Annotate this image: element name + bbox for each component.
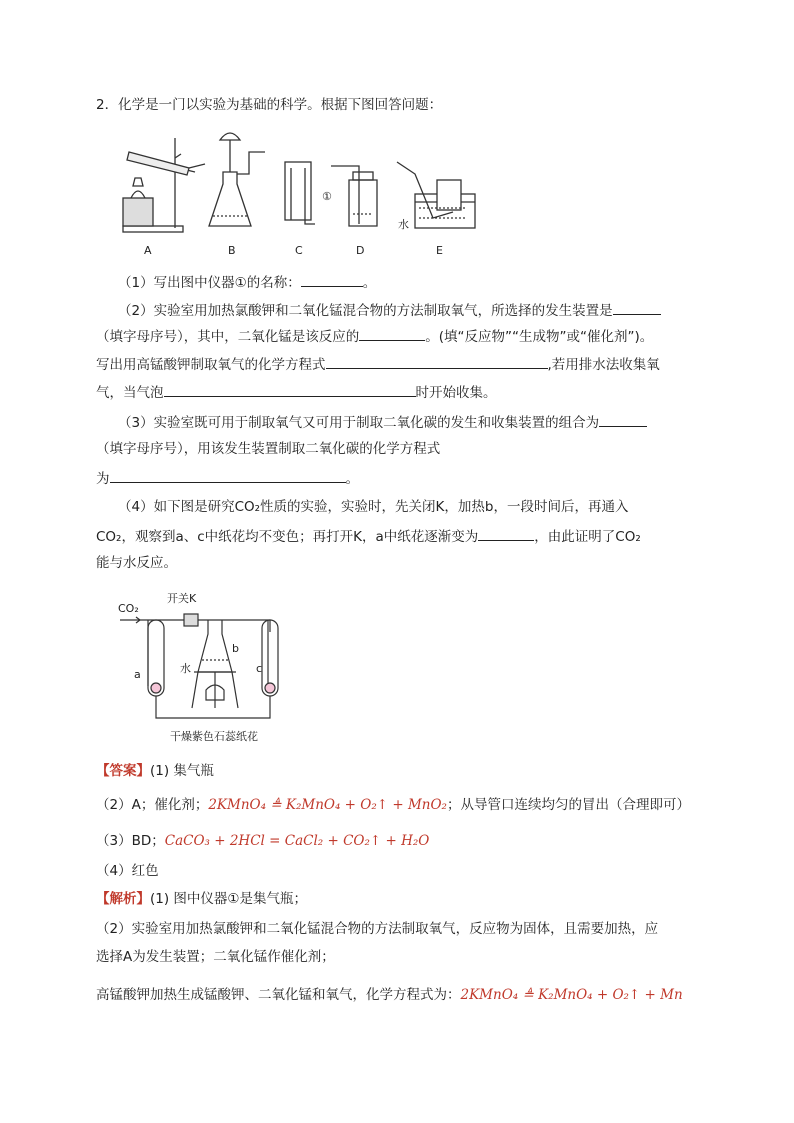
- q3-blank-2[interactable]: [110, 468, 346, 483]
- tube-c-label: c: [256, 662, 263, 675]
- q1-blank[interactable]: [301, 272, 363, 287]
- apparatus-label-e: E: [436, 244, 443, 257]
- fig2-caption: 干燥紫色石蕊纸花: [170, 730, 258, 743]
- q3-blank-1[interactable]: [599, 412, 647, 427]
- co2-label: CO₂: [118, 602, 139, 615]
- q2-line-3: 写出用高锰酸钾制取氧气的化学方程式 ,若用排水法收集氧: [96, 354, 660, 374]
- q4-line-1: （4）如下图是研究CO₂性质的实验，实验时，先关闭K，加热b，一段时间后，再通入: [118, 499, 629, 515]
- q2-blank-2[interactable]: [359, 326, 425, 341]
- apparatus-figure: [115, 128, 485, 238]
- co2-experiment-figure: [118, 590, 298, 740]
- apparatus-label-c: C: [295, 244, 303, 257]
- q3-line-1: （3）实验室既可用于制取氧气又可用于制取二氧化碳的发生和收集装置的组合为: [118, 412, 647, 432]
- tube-a-label: a: [134, 668, 141, 681]
- q2-line-1: （2）实验室用加热氯酸钾和二氧化锰混合物的方法制取氧气，所选择的发生装置是: [118, 300, 661, 320]
- q4-line-3: 能与水反应。: [96, 555, 177, 571]
- analysis-equation: 2KMnO₄ ≜ K₂MnO₄ + O₂↑ + Mn: [460, 987, 683, 1003]
- answer-equation-1: 2KMnO₄ ≜ K₂MnO₄ + O₂↑ + MnO₂: [208, 797, 447, 813]
- q4-line-2: CO₂，观察到a、c中纸花均不变色；再打开K，a中纸花逐渐变为 ，由此证明了CO₂: [96, 526, 641, 546]
- fig2-water-label: 水: [180, 662, 191, 675]
- analysis-line-3: 选择A为发生装置；二氧化锰作催化剂；: [96, 949, 335, 965]
- answer-line-3: （3）BD；CaCO₃ + 2HCl = CaCl₂ + CO₂↑ + H₂O: [96, 833, 430, 849]
- q2-line-4: 气，当气泡 时开始收集。: [96, 382, 497, 402]
- q3-line-2: （填字母序号），用该发生装置制取二氧化碳的化学方程式: [96, 441, 441, 457]
- analysis-line-4: 高锰酸钾加热生成锰酸钾、二氧化锰和氧气，化学方程式为：2KMnO₄ ≜ K₂MnO₄ + O₂↑ + Mn: [96, 987, 683, 1003]
- analysis-line-1: 【解析】(1) 图中仪器①是集气瓶；: [96, 891, 308, 907]
- analysis-tag: 【解析】: [96, 891, 150, 907]
- answer-tag: 【答案】: [96, 763, 150, 779]
- answer-line-4: （4）红色: [96, 863, 159, 879]
- switch-k-label: 开关K: [167, 592, 197, 605]
- answer-line-1: 【答案】(1) 集气瓶: [96, 763, 214, 779]
- q3-line-3: 为 。: [96, 468, 359, 488]
- flask-b-label: b: [232, 642, 239, 655]
- apparatus-label-a: A: [144, 244, 152, 257]
- circle-one-label: ①: [322, 190, 332, 203]
- q1-line: （1）写出图中仪器①的名称： 。: [118, 272, 376, 292]
- apparatus-label-d: D: [356, 244, 365, 257]
- q4-blank-1[interactable]: [478, 526, 534, 541]
- water-label: 水: [398, 218, 409, 231]
- question-title: 2．化学是一门以实验为基础的科学。根据下图回答问题：: [96, 97, 443, 113]
- answer-equation-2: CaCO₃ + 2HCl = CaCl₂ + CO₂↑ + H₂O: [164, 833, 430, 849]
- apparatus-label-b: B: [228, 244, 236, 257]
- q2-line-2: （填字母序号），其中，二氧化锰是该反应的 。(填“反应物”“生成物”或“催化剂”)。: [96, 326, 653, 346]
- analysis-line-2: （2）实验室用加热氯酸钾和二氧化锰混合物的方法制取氧气，反应物为固体，且需要加热，应: [96, 921, 659, 937]
- q2-blank-3[interactable]: [326, 354, 548, 369]
- q2-blank-1[interactable]: [613, 300, 661, 315]
- q2-blank-4[interactable]: [164, 382, 416, 397]
- answer-line-2: （2）A；催化剂；2KMnO₄ ≜ K₂MnO₄ + O₂↑ + MnO₂；从导管口连续均匀的冒出（合理即可）: [96, 797, 690, 813]
